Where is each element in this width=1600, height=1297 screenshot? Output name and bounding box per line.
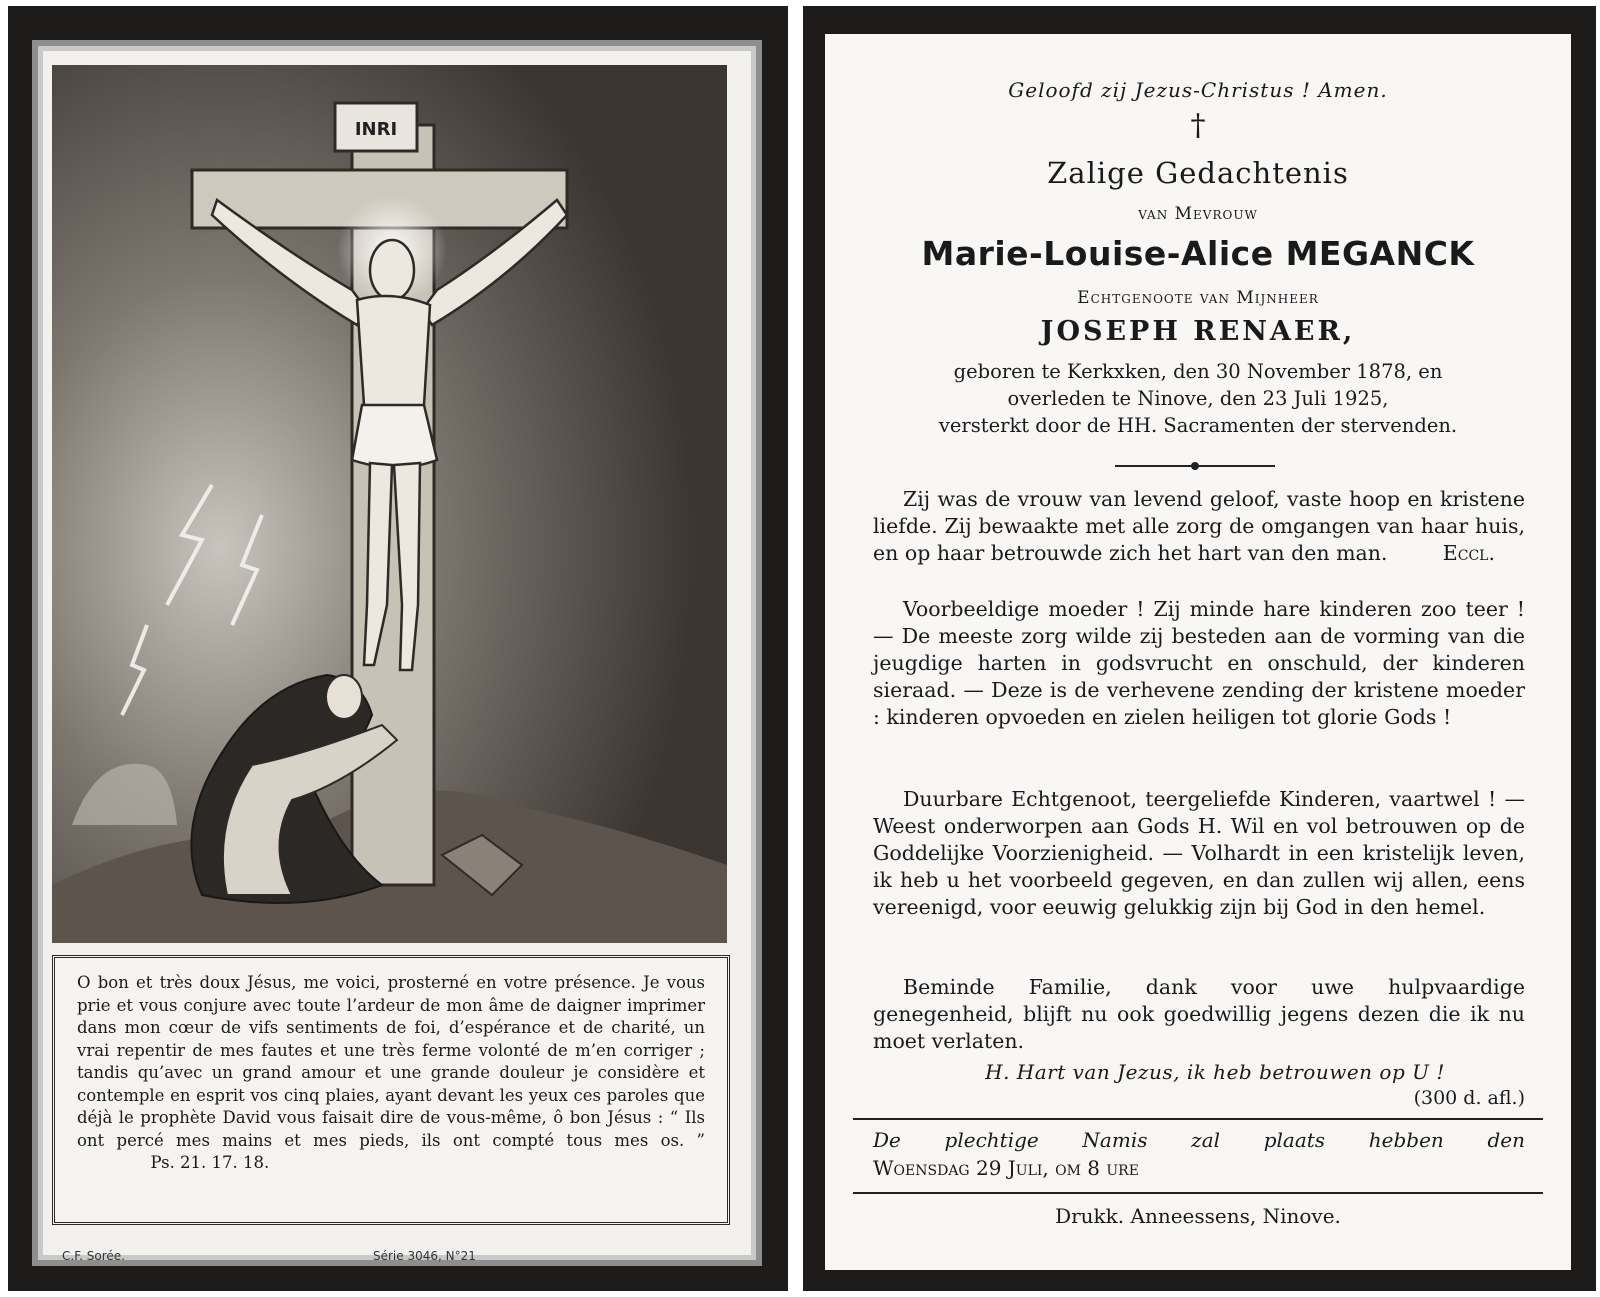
- prayer-reference: Ps. 21. 17. 18.: [150, 1153, 270, 1172]
- invocation: Geloofd zij Jezus-Christus ! Amen.: [1008, 78, 1388, 102]
- divider-mass-top: [853, 1118, 1543, 1120]
- paragraph-mother: Voorbeeldige moeder ! Zij minde hare kinderen zoo teer ! — De meeste zorg wilde zij besteden aan de vorming van die jeugdige harten in godsvrucht en onschuld, der kinderen sieraad. — Deze is de verhevene zending der kristene moeder : kinderen opvoeden en zielen heiligen tot glorie Gods !: [873, 597, 1525, 729]
- paragraph-family: Beminde Familie, dank voor uwe hulpvaardige genegenheid, blijft nu ook goedwillig jegens dezen die ik nu moet verlaten.: [873, 975, 1525, 1053]
- spouse-name: JOSEPH RENAER,: [1040, 316, 1356, 347]
- crucifixion-picture: [52, 65, 727, 943]
- left-card-panel: [8, 6, 788, 1291]
- memorial-text-card: [825, 34, 1571, 1270]
- spouse-intro: Echtgenoote van Mijnheer: [1077, 288, 1319, 308]
- sacraments-line: versterkt door de HH. Sacramenten der stervenden.: [938, 414, 1458, 437]
- death-line: overleden te Ninove, den 23 Juli 1925,: [1007, 387, 1389, 410]
- prayer-box: [52, 955, 730, 1225]
- ejaculation: H. Hart van Jezus, ik heb betrouwen op U !: [985, 1060, 1445, 1084]
- divider-mass-bottom: [853, 1192, 1543, 1194]
- paragraph-farewell: Duurbare Echtgenoot, teergeliefde Kinderen, vaartwel ! — Weest onderworpen aan Gods H. Wil en vol betrouwen op de Goddelijke Voorzienigheid. — Volhardt in een kristelijk leven, ik heb u het voorbeeld gegeven, en dan zullen wij allen, eens vereenigd, voor eeuwig gelukkig zijn bij God in den hemel.: [873, 787, 1525, 919]
- mass-line-1: De plechtige Namis zal plaats hebben den: [873, 1128, 1525, 1152]
- prayer-text: [77, 972, 705, 1175]
- crucifixion-illustration: [52, 65, 727, 943]
- indulgence: (300 d. afl.): [1413, 1087, 1525, 1109]
- deceased-name: Marie-Louise-Alice MEGANCK: [921, 234, 1475, 273]
- ornament-divider: [1115, 462, 1275, 470]
- birth-line: geboren te Kerkxken, den 30 November 1878, en: [953, 360, 1443, 383]
- right-card-panel: [803, 6, 1596, 1291]
- paragraph-faith: Zij was de vrouw van levend geloof, vaste hoop en kristene liefde. Zij bewaakte met alle zorg de omgangen van haar huis, en op haar betrouwde zich het hart van den man. Eccl.: [873, 487, 1525, 565]
- publisher-label: C.F. Sorée.: [62, 1249, 126, 1263]
- heading: Zalige Gedachtenis: [1047, 156, 1349, 190]
- cross-icon: †: [1190, 108, 1206, 143]
- left-card-frame: [32, 40, 762, 1266]
- printer-line: Drukk. Anneessens, Ninove.: [1055, 1204, 1341, 1228]
- inri-label: INRI: [354, 119, 398, 140]
- van-mevrouw: van Mevrouw: [1138, 204, 1258, 224]
- mass-line-2: Woensdag 29 Juli, om 8 ure: [873, 1156, 1139, 1180]
- prayer-body: O bon et très doux Jésus, me voici, prosterné en votre présence. Je vous prie et vous conjure avec toute l’ardeur de mon âme de daigner imprimer dans mon cœur de vifs sentiments de foi, d’espérance et de charité, un vrai repentir de mes fautes et une très ferme volonté de m’en corriger ; tandis qu’avec un grand amour et une grande douleur je considère et contemple en esprit vos cinq plaies, ayant devant les yeux ces paroles que déjà le prophète David vous faisait dire de vous-même, ô bon Jésus : “ Ils ont percé mes mains et mes pieds, ils ont compté tous mes os. ”: [77, 973, 705, 1150]
- paragraph-faith-ref: Eccl.: [1442, 541, 1495, 565]
- series-label: Série 3046, N°21: [373, 1249, 476, 1263]
